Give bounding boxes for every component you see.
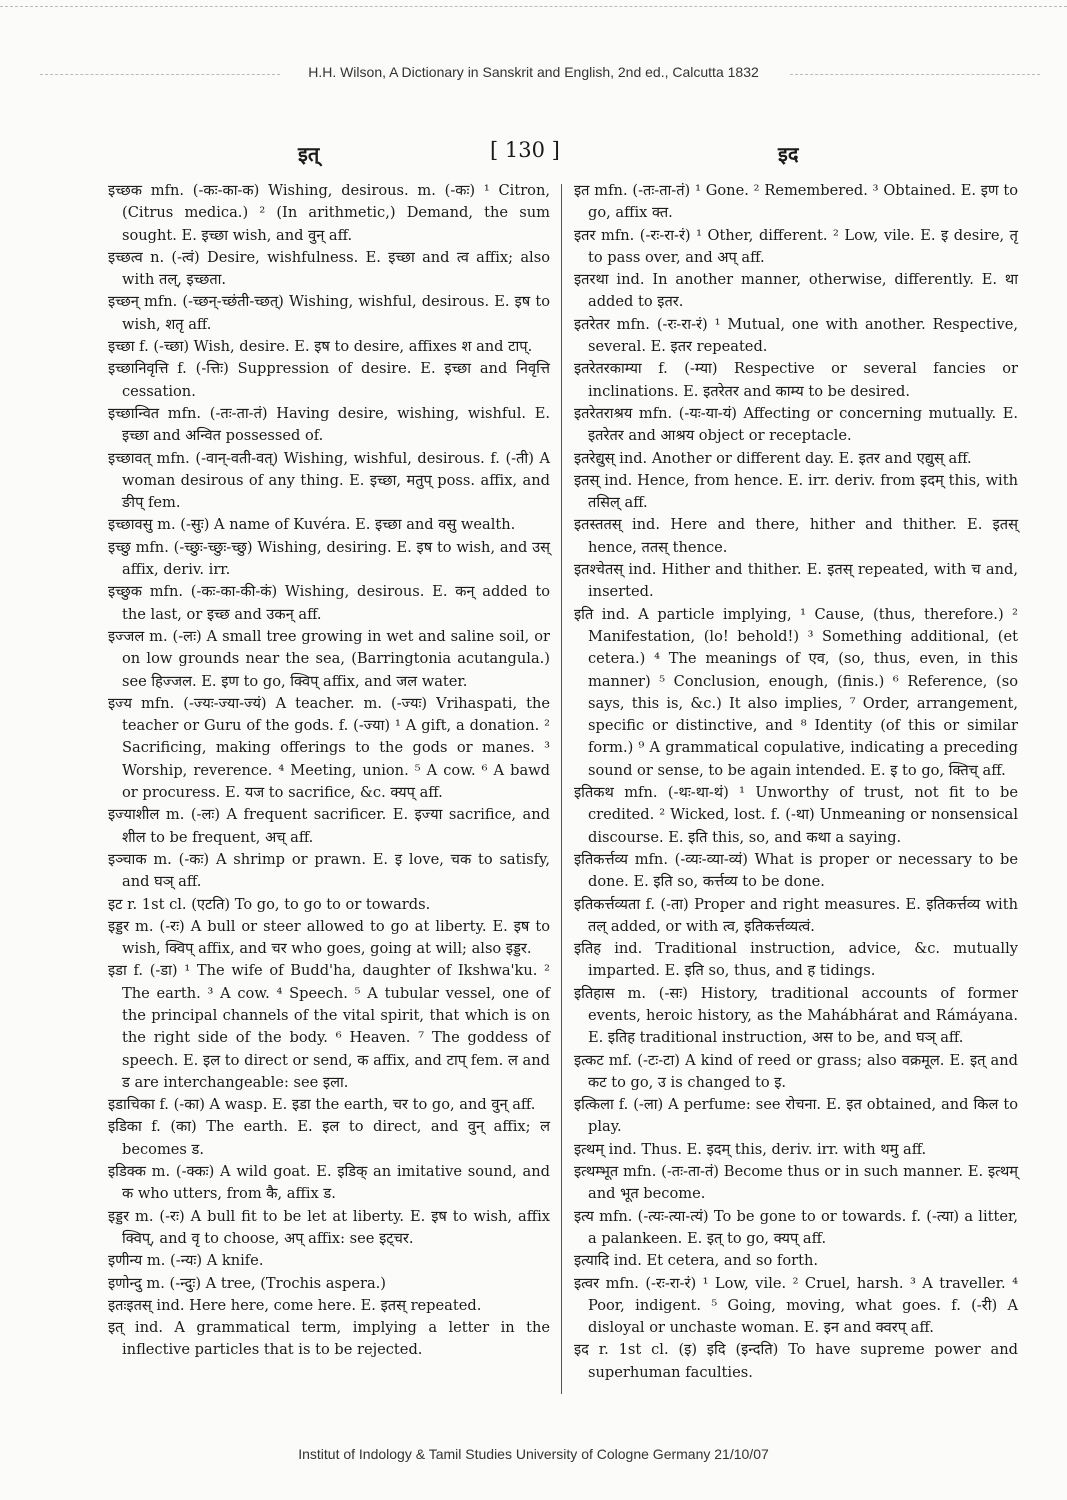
dictionary-entry: इतरथा ind. In another manner, otherwise, differently. E. था added to इतर.: [574, 271, 1018, 311]
running-head-left: इत्: [298, 142, 320, 166]
dictionary-entry: इत mfn. (-तः-ता-तं) ¹ Gone. ² Remembered. ³ Obtained. E. इण to go, affix क्त.: [574, 182, 1018, 222]
dictionary-entry: इच्छत्व n. (-त्वं) Desire, wishfulness. E. इच्छा and त्व affix; also with तल्, इच्छता.: [108, 248, 550, 289]
dictionary-entry: इच्छा f. (-च्छा) Wish, desire. E. इष to desire, affixes श and टाप्.: [108, 338, 533, 356]
dictionary-entry: इत्वर mfn. (-रः-रा-रं) ¹ Low, vile. ² Cruel, harsh. ³ A traveller. ⁴ Poor, indigent. ⁵ Going, moving, what goes. f. (-री) A disloyal or unchaste woman. E. इन and क्वरप् aff.: [574, 1274, 1018, 1337]
dictionary-entry: इतिकथ mfn. (-थः-था-थं) ¹ Unworthy of trust, not fit to be credited. ² Wicked, lost. f. (-था) Unmeaning or nonsensical discourse. E. इति this, so, and कथा a saying.: [574, 784, 1018, 846]
dictionary-entry: इत्कट mf. (-टः-टा) A kind of reed or grass; also वक्रमूल. E. इत् and कट to go, उ is changed to इ.: [574, 1051, 1018, 1091]
dictionary-entry: इतरेतरकाम्या f. (-म्या) Respective or several fancies or inclinations. E. इतरेतर and काम्य to be desired.: [574, 360, 1018, 400]
dictionary-entry: इतरेतर mfn. (-रः-रा-रं) ¹ Mutual, one with another. Respective, several. E. इतर repeated.: [574, 315, 1018, 356]
dictionary-entry: इज्याशील m. (-लः) A frequent sacrificer. E. इज्या sacrifice, and शील to be frequent, अच् aff.: [108, 806, 550, 846]
source-caption: H.H. Wilson, A Dictionary in Sanskrit and English, 2nd ed., Calcutta 1832: [308, 64, 759, 80]
dictionary-entry: इञ्चाक m. (-कः) A shrimp or prawn. E. इ love, चक to satisfy, and घञ् aff.: [108, 850, 550, 891]
dictionary-entry: इडिक्क m. (-क्कः) A wild goat. E. इडिक् an imitative sound, and क who utters, from कै, affix ड.: [108, 1163, 550, 1203]
dictionary-entry: इत्किला f. (-ला) A perfume: see रोचना. E. इत obtained, and किल to play.: [574, 1096, 1018, 1136]
dictionary-entry: इणीन्य m. (-न्यः) A knife.: [108, 1252, 264, 1270]
running-head-right: इद: [778, 142, 799, 166]
dictionary-entry: इच्छुक mfn. (-कः-का-की-कं) Wishing, desirous. E. कन् added to the last, or इच्छ and उकन् aff.: [108, 583, 550, 623]
dictionary-entry: इतस् ind. Hence, from hence. E. irr. deriv. from इदम् this, with तसिल् aff.: [574, 471, 1018, 512]
dictionary-entry: इतश्चेतस् ind. Hither and thither. E. इतस् repeated, with च and, inserted.: [574, 561, 1018, 601]
dictionary-entry: इत्थम् ind. Thus. E. इदम् this, deriv. irr. with थमु aff.: [574, 1140, 927, 1158]
dictionary-entry: इतरेतराश्रय mfn. (-यः-या-यं) Affecting or concerning mutually. E. इतरेतर and आश्रय object or receptacle.: [574, 404, 1018, 445]
dictionary-entry: इट r. 1st cl. (एटति) To go, to go to or towards.: [108, 895, 431, 913]
dictionary-entry: इडाचिका f. (-का) A wasp. E. इडा the earth, चर to go, and वुन् aff.: [108, 1096, 536, 1114]
dictionary-entry: इतिहास m. (-सः) History, traditional accounts of former events, heroic history, as the Mahábhárat and Rámáyana. E. इतिह traditional instruction, अस to be, and घञ् aff.: [574, 984, 1018, 1047]
dictionary-entry: इडिका f. (का) The earth. E. इल to direct, and वुन् affix; ल becomes ड.: [108, 1118, 550, 1158]
dictionary-entry: इत्य mfn. (-त्यः-त्या-त्यं) To be gone to or towards. f. (-त्या) a litter, a palankeen. E. इत् to go, क्यप् aff.: [574, 1207, 1018, 1247]
dictionary-entry: इतःइतस् ind. Here here, come here. E. इतस् repeated.: [108, 1296, 482, 1314]
dictionary-entry: इतिकर्त्तव्य mfn. (-व्यः-व्या-व्यं) What is proper or necessary to be done. E. इति so, कर्त्तव्य to be done.: [574, 850, 1018, 891]
page-number: [ 130 ]: [490, 138, 560, 162]
scan-edge-line: [0, 6, 1067, 7]
dictionary-entry: इच्छन् mfn. (-च्छन्-च्छंती-च्छत्) Wishing, wishful, desirous. E. इष to wish, शतृ aff.: [108, 293, 550, 333]
dictionary-entry: इडा f. (-डा) ¹ The wife of Budd'ha, daughter of Ikshwa'ku. ² The earth. ³ A cow. ⁴ Speech. ⁵ A tubular vessel, one of the principal channels of the vital spirit, that which is on the right side of the body. ⁶ Heaven. ⁷ The goddess of speech. E. इल to direct or send, क affix, and टाप् fem. ल and ड are interchangeable: see इला.: [108, 962, 550, 1091]
dictionary-entry: इत्थम्भूत mfn. (-तः-ता-तं) Become thus or in such manner. E. इत्थम् and भूत become.: [574, 1163, 1018, 1203]
dictionary-entry: इच्छक mfn. (-कः-का-क) Wishing, desirous. m. (-कः) ¹ Citron, (Citrus medica.) ² (In arithmetic,) Demand, the sum sought. E. इच्छा wish, and वुन् aff.: [108, 182, 550, 244]
dictionary-entry: इच्छान्वित mfn. (-तः-ता-तं) Having desire, wishing, wishful. E. इच्छा and अन्वित possessed of.: [108, 404, 550, 445]
dictionary-entry: इज्य mfn. (-ज्यः-ज्या-ज्यं) A teacher. m. (-ज्यः) Vrihaspati, the teacher or Guru of the gods. f. (-ज्या) ¹ A gift, a donation. ² Sacrificing, making offerings to the gods or manes. ³ Worship, reverence. ⁴ Meeting, union. ⁵ A cow. ⁶ A bawd or procuress. E. यज to sacrifice, &c. क्यप् aff.: [108, 694, 550, 802]
column-divider: [561, 184, 562, 1394]
dictionary-entry: इति ind. A particle implying, ¹ Cause, (thus, therefore.) ² Manifestation, (lo! behold!) ³ Something additional, (et cetera.) ⁴ The meanings of एव, (so, thus, even, in this manner) ⁵ Conclusion, enough, (finis.) ⁶ Reference, (so says, this is, &c.) It also implies, ⁷ Order, arrangement, specific or distinctive, and ⁸ Identity (of this or similar form.) ⁹ A grammatical copulative, indicating a preceding sound or sense, to be again intended. E. इ to go, क्तिच् aff.: [574, 605, 1018, 779]
dictionary-entry: इच्छु mfn. (-च्छुः-च्छुः-च्छु) Wishing, desiring. E. इष to wish, and उस् affix, deriv. irr.: [108, 538, 550, 579]
dictionary-entry: इद r. 1st cl. (इ) इदि (इन्दति) To have supreme power and superhuman faculties.: [574, 1341, 1018, 1381]
dictionary-entry: इड्डर m. (-रः) A bull or steer allowed to go at liberty. E. इष to wish, क्विप् affix, and चर who goes, going at will; also इड्डर.: [108, 917, 550, 958]
dictionary-entry: इच्छानिवृत्ति f. (-त्तिः) Suppression of desire. E. इच्छा and निवृत्ति cessation.: [108, 360, 550, 400]
dictionary-entry: इतिह ind. Traditional instruction, advice, &c. mutually imparted. E. इति so, thus, and ह tidings.: [574, 940, 1018, 980]
dictionary-entry: इज्जल m. (-लः) A small tree growing in wet and saline soil, or on low grounds near the sea, (Barringtonia acutangula.) see हिज्जल. E. इण to go, क्विप् affix, and जल water.: [108, 627, 550, 690]
dictionary-entry: इत्यादि ind. Et cetera, and so forth.: [574, 1252, 818, 1270]
footer-caption: Institut of Indology & Tamil Studies University of Cologne Germany 21/10/07: [298, 1446, 769, 1462]
dictionary-entry: इच्छावत् mfn. (-वान्-वती-वत्) Wishing, wishful, desirous. f. (-ती) A woman desirous of any thing. E. इच्छा, मतुप् poss. affix, and ङीप् fem.: [108, 449, 550, 512]
dictionary-entry: इतर mfn. (-रः-रा-रं) ¹ Other, different. ² Low, vile. E. इ desire, तृ to pass over, and अप् aff.: [574, 226, 1018, 266]
dictionary-entry: इतस्ततस् ind. Here and there, hither and thither. E. इतस् hence, ततस् thence.: [574, 516, 1018, 556]
dictionary-entry: इच्छावसु m. (-सुः) A name of Kuvéra. E. इच्छा and वसु wealth.: [108, 516, 516, 534]
dictionary-entry: इतिकर्त्तव्यता f. (-ता) Proper and right measures. E. इतिकर्त्तव्य with तल् added, or with त्व, इतिकर्त्तव्यत्वं.: [574, 895, 1018, 935]
dictionary-entry: इतरेद्युस् ind. Another or different day. E. इतर and एद्युस् aff.: [574, 449, 972, 467]
dictionary-entry: इत् ind. A grammatical term, implying a letter in the inflective particles that is to be rejected.: [108, 1319, 550, 1359]
dictionary-entry: इणोन्दु m. (-न्दुः) A tree, (Trochis aspera.): [108, 1274, 386, 1292]
right-column: [574, 180, 1018, 1384]
dictionary-entry: इड्डर m. (-रः) A bull fit to be let at liberty. E. इष to wish, affix क्विप्, and वृ to choose, अप् affix: see इट्चर.: [108, 1207, 550, 1247]
left-column: [108, 180, 550, 1362]
